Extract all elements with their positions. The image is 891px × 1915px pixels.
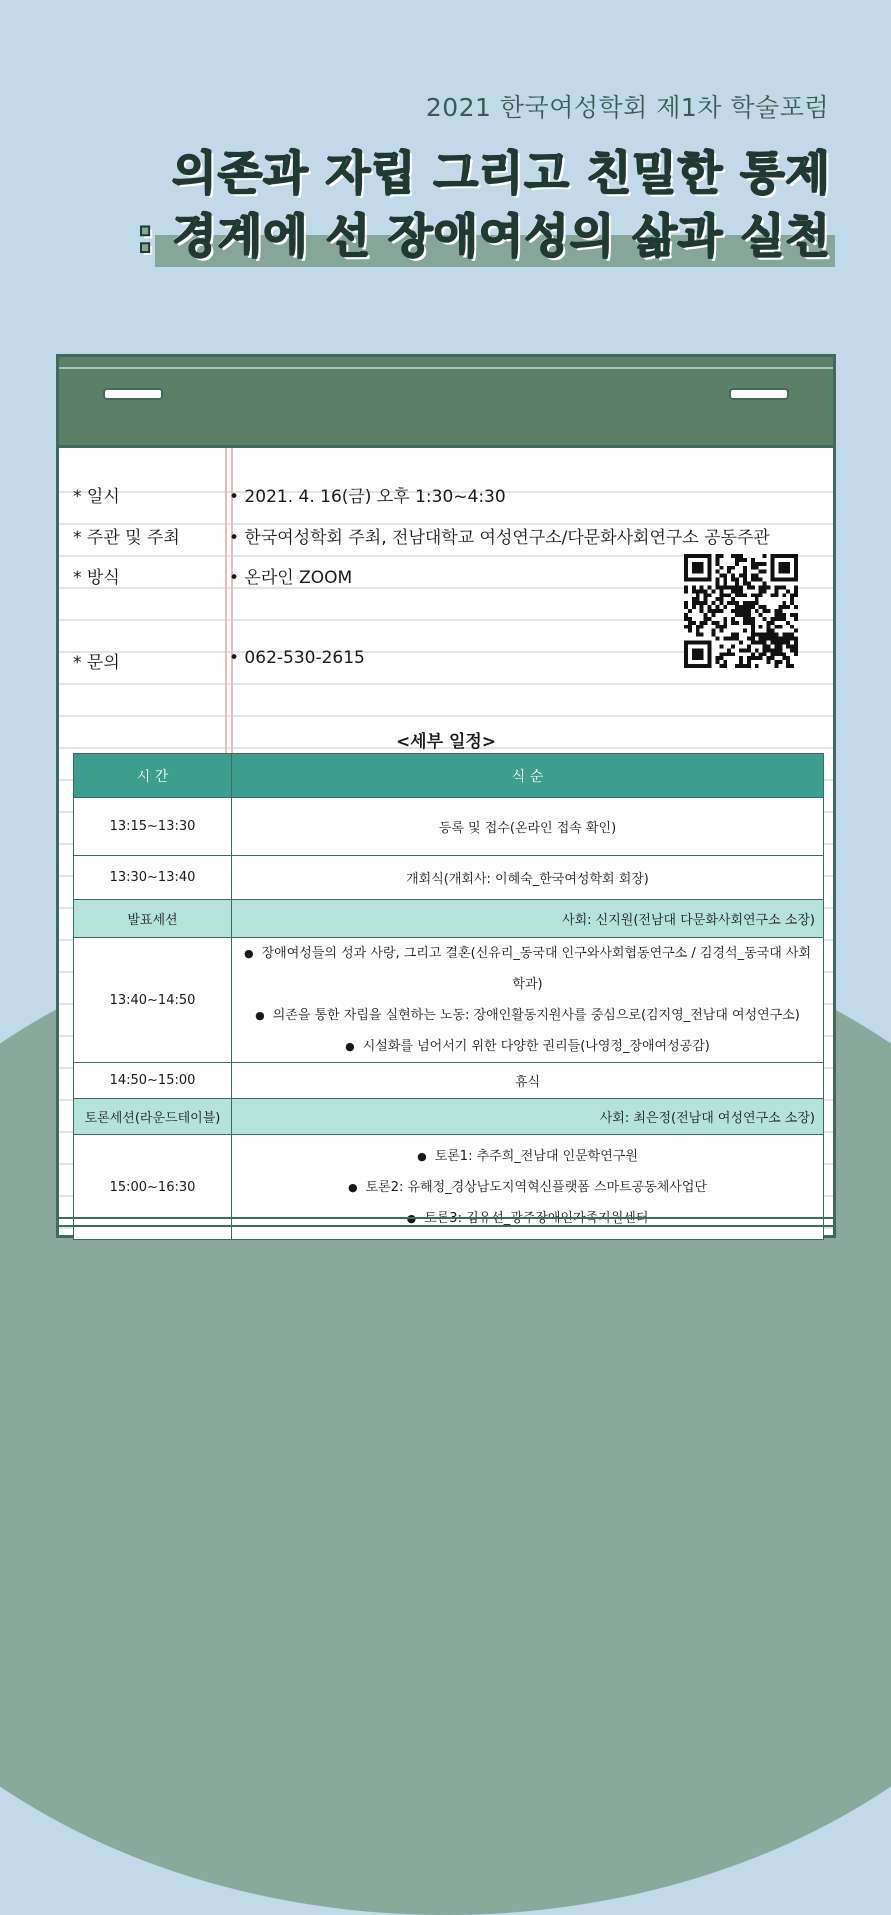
table-row xyxy=(74,1063,824,1099)
row-content: 휴식 xyxy=(232,1063,824,1099)
schedule-table xyxy=(73,753,824,1240)
schedule-title: <세부 일정> xyxy=(395,732,497,752)
table-header-row xyxy=(74,754,824,798)
session-moderator: 사회: 최은정(전남대 여성연구소 소장) xyxy=(232,1099,824,1135)
right-tab-bar xyxy=(729,388,789,400)
session-row xyxy=(74,900,824,938)
row-content: 개회식(개회사: 이혜숙_한국여성학회 회장) xyxy=(232,856,824,900)
row-time: 13:40~14:50 xyxy=(74,938,232,1063)
forum-title-line1: 의존과 자립 그리고 친밀한 통제 xyxy=(172,146,831,200)
info-value-method: • 온라인 ZOOM xyxy=(229,568,353,588)
list-item: ● 토론2: 유해정_경상남도지역혁신플랫폼 스마트공동체사업단 xyxy=(348,1179,707,1195)
table-row xyxy=(74,938,824,1063)
table-row xyxy=(74,798,824,856)
header-hairline xyxy=(59,367,833,369)
row-time: 14:50~15:00 xyxy=(74,1063,232,1099)
list-item: ● 시설화를 넘어서기 위한 다양한 권리들(나영정_장애여성공감) xyxy=(345,1039,710,1054)
session-name: 토론세션(라운드테이블) xyxy=(74,1099,232,1135)
notepad-panel xyxy=(56,354,836,1238)
info-label-contact: * 문의 xyxy=(73,653,120,673)
row-time: 13:30~13:40 xyxy=(74,856,232,900)
list-item: ● 장애여성들의 성과 사랑, 그리고 결혼(신유리_동국대 인구와사회협동연구소 / 김경석_동국대 사회학과) xyxy=(243,946,811,992)
discussion-list xyxy=(232,1135,824,1240)
row-time: 15:00~16:30 xyxy=(74,1135,232,1240)
footer-line xyxy=(59,1217,833,1219)
list-item: ● 토론1: 추주희_전남대 인문학연구원 xyxy=(417,1148,638,1164)
list-item: ● 의존을 통한 자립을 실현하는 노동: 장애인활동지원사를 중심으로(김지영_전남대 여성연구소) xyxy=(255,1008,800,1023)
info-value-contact: • 062-530-2615 xyxy=(229,648,365,668)
session-moderator: 사회: 신지원(전남대 다문화사회연구소 소장) xyxy=(232,900,824,938)
forum-title-line2: : 경계에 선 장애여성의 삶과 실천 xyxy=(135,209,831,263)
session-name: 발표세션 xyxy=(74,900,232,938)
session-row xyxy=(74,1099,824,1135)
info-label-date: * 일시 xyxy=(73,487,120,507)
info-label-method: * 방식 xyxy=(73,568,120,588)
footer-line xyxy=(59,1225,833,1227)
row-time: 13:15~13:30 xyxy=(74,798,232,856)
notepad-header xyxy=(59,357,833,448)
table-row xyxy=(74,1135,824,1240)
col-header-content: 식 순 xyxy=(232,754,824,798)
info-label-organizer: * 주관 및 주최 xyxy=(73,528,180,548)
info-value-organizer: • 한국여성학회 주최, 전남대학교 여성연구소/다문화사회연구소 공동주관 xyxy=(229,528,770,548)
presentation-list xyxy=(232,938,824,1063)
left-tab-bar xyxy=(103,388,163,400)
table-row xyxy=(74,856,824,900)
info-value-date: • 2021. 4. 16(금) 오후 1:30~4:30 xyxy=(229,487,506,507)
qr-code-icon[interactable] xyxy=(684,554,798,668)
row-content: 등록 및 접수(온라인 접속 확인) xyxy=(232,798,824,856)
col-header-time: 시 간 xyxy=(74,754,232,798)
forum-subtitle: 2021 한국여성학회 제1차 학술포럼 xyxy=(425,93,829,122)
